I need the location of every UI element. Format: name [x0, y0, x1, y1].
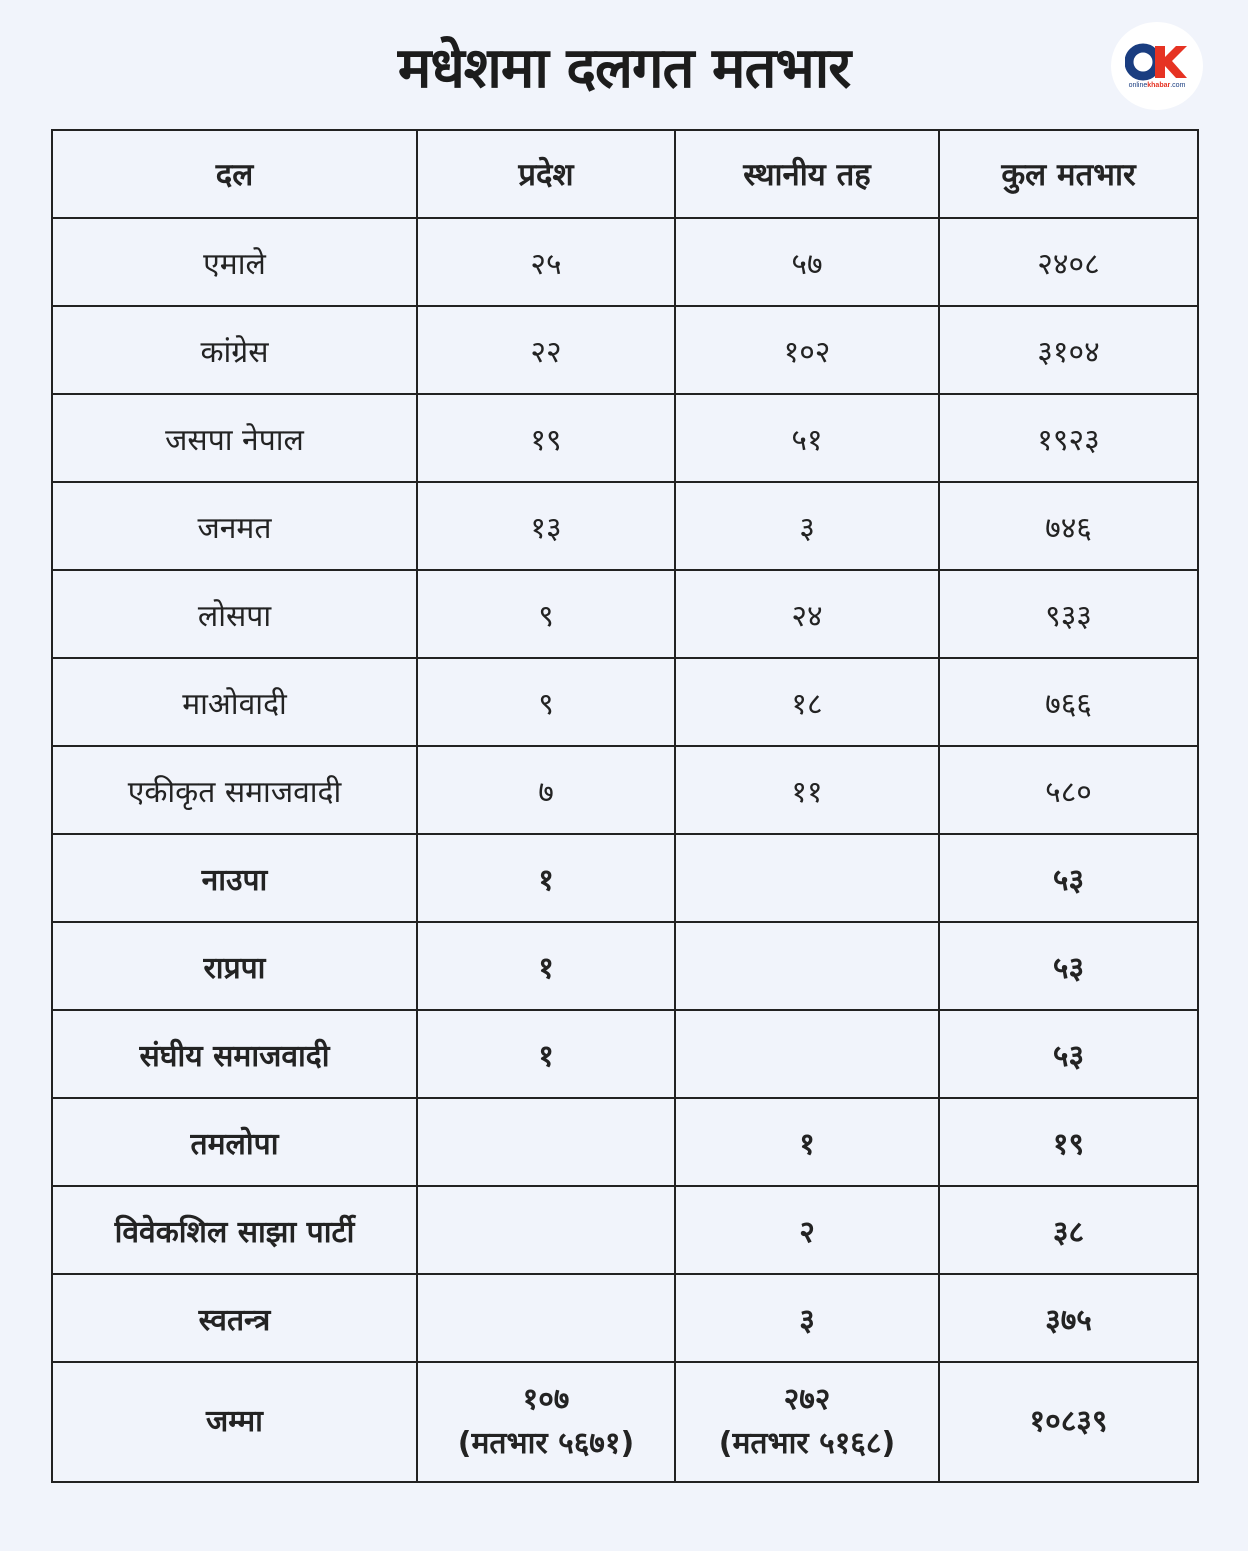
- province-count: [417, 1186, 675, 1274]
- party-name: तमलोपा: [52, 1098, 417, 1186]
- table-row: [52, 306, 1198, 394]
- total-vote-weight: ५८०: [939, 746, 1198, 834]
- local-total-note: (मतभार ५१६८): [718, 1426, 896, 1461]
- header-province: प्रदेश: [417, 130, 675, 218]
- province-total: [417, 1362, 675, 1482]
- header-party: दल: [52, 130, 417, 218]
- table-row: [52, 746, 1198, 834]
- table-row: [52, 482, 1198, 570]
- table-row: [52, 834, 1198, 922]
- table-row: [52, 1186, 1198, 1274]
- local-count: ५१: [675, 394, 939, 482]
- total-vote-weight: ७४६: [939, 482, 1198, 570]
- province-count: १: [417, 834, 675, 922]
- grand-total: १०८३९: [939, 1362, 1198, 1482]
- province-count: ९: [417, 658, 675, 746]
- total-vote-weight: ३८: [939, 1186, 1198, 1274]
- table-row: [52, 658, 1198, 746]
- province-count: ९: [417, 570, 675, 658]
- province-count: २५: [417, 218, 675, 306]
- table-row: [52, 1098, 1198, 1186]
- local-count: १: [675, 1098, 939, 1186]
- total-vote-weight: ३७५: [939, 1274, 1198, 1362]
- local-count: २: [675, 1186, 939, 1274]
- province-count: २२: [417, 306, 675, 394]
- local-count: ११: [675, 746, 939, 834]
- total-vote-weight: १९२३: [939, 394, 1198, 482]
- party-name: एमाले: [52, 218, 417, 306]
- total-vote-weight: २४०८: [939, 218, 1198, 306]
- province-count: [417, 1274, 675, 1362]
- table-row: [52, 922, 1198, 1010]
- province-count: [417, 1098, 675, 1186]
- local-total-count: २७२: [783, 1382, 831, 1417]
- total-vote-weight: १९: [939, 1098, 1198, 1186]
- local-count: ५७: [675, 218, 939, 306]
- table-row: [52, 1274, 1198, 1362]
- local-count: १०२: [675, 306, 939, 394]
- local-count: [675, 834, 939, 922]
- province-total-count: १०७: [522, 1382, 570, 1417]
- onlinekhabar-logo: [1111, 22, 1203, 110]
- total-vote-weight: ५३: [939, 834, 1198, 922]
- local-count: ३: [675, 482, 939, 570]
- local-count: [675, 1010, 939, 1098]
- local-total: [675, 1362, 939, 1482]
- province-count: ७: [417, 746, 675, 834]
- local-count: [675, 922, 939, 1010]
- province-count: १३: [417, 482, 675, 570]
- page-title: मधेशमा दलगत मतभार: [397, 36, 851, 101]
- party-name: विवेकशिल साझा पार्टी: [52, 1186, 417, 1274]
- table-header-row: [52, 130, 1198, 218]
- province-count: १९: [417, 394, 675, 482]
- logo-wordmark: onlinekhabar.com: [1128, 82, 1186, 89]
- province-total-note: (मतभार ५६७१): [457, 1426, 635, 1461]
- province-count: १: [417, 1010, 675, 1098]
- total-vote-weight: ५३: [939, 1010, 1198, 1098]
- party-name: स्वतन्त्र: [52, 1274, 417, 1362]
- header-total-vote-weight: कुल मतभार: [939, 130, 1198, 218]
- party-name: राप्रपा: [52, 922, 417, 1010]
- party-name: एकीकृत समाजवादी: [52, 746, 417, 834]
- header-local-level: स्थानीय तह: [675, 130, 939, 218]
- table-row: [52, 394, 1198, 482]
- local-count: ३: [675, 1274, 939, 1362]
- party-name: नाउपा: [52, 834, 417, 922]
- party-name: कांग्रेस: [52, 306, 417, 394]
- party-votes-table: [51, 129, 1199, 1483]
- party-name: जनमत: [52, 482, 417, 570]
- party-name: जसपा नेपाल: [52, 394, 417, 482]
- local-count: २४: [675, 570, 939, 658]
- total-vote-weight: ७६६: [939, 658, 1198, 746]
- table-row: [52, 1010, 1198, 1098]
- province-count: १: [417, 922, 675, 1010]
- total-vote-weight: ९३३: [939, 570, 1198, 658]
- party-name: लोसपा: [52, 570, 417, 658]
- ok-logo-icon: [1125, 42, 1189, 82]
- total-vote-weight: ३१०४: [939, 306, 1198, 394]
- total-row: [52, 1362, 1198, 1482]
- total-vote-weight: ५३: [939, 922, 1198, 1010]
- local-count: १८: [675, 658, 939, 746]
- table-row: [52, 570, 1198, 658]
- party-name: माओवादी: [52, 658, 417, 746]
- total-label: जम्मा: [52, 1362, 417, 1482]
- table-row: [52, 218, 1198, 306]
- party-name: संघीय समाजवादी: [52, 1010, 417, 1098]
